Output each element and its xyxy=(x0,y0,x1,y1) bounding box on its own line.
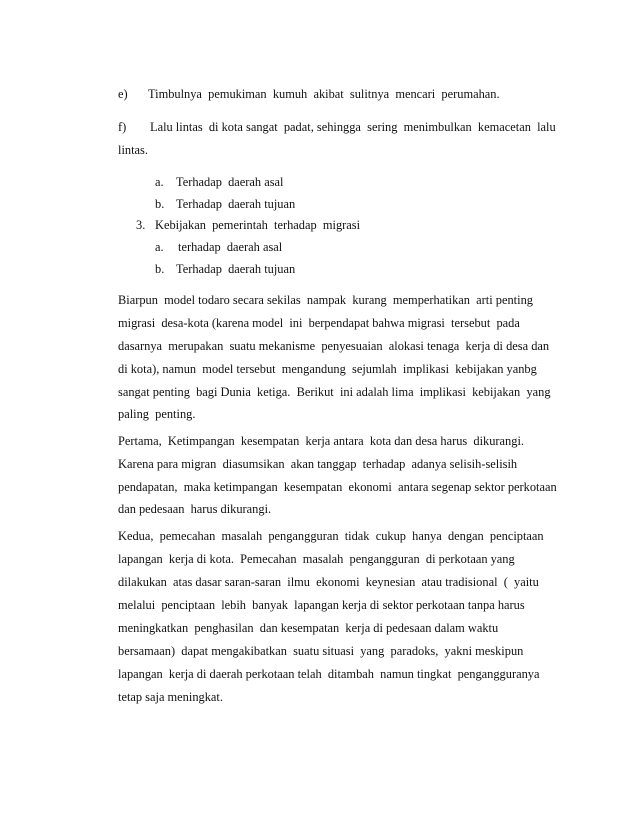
sublist-marker: a. xyxy=(155,175,164,189)
sublist-marker: b. xyxy=(155,197,165,211)
paragraph-line: meningkatkan penghasilan dan kesempatan kerja di pedesaan dalam waktu xyxy=(118,621,499,635)
paragraph-line: Pertama, Ketimpangan kesempatan kerja antara kota dan desa harus dikurangi. xyxy=(118,434,524,448)
sublist-item-text: terhadap daerah asal xyxy=(178,240,283,254)
paragraph-line: sangat penting bagi Dunia ketiga. Berikut ini adalah lima implikasi kebijakan yang xyxy=(118,385,551,399)
paragraph-line: Kedua, pemecahan masalah pengangguran tidak cukup hanya dengan penciptaan xyxy=(118,529,544,543)
sublist-item-text: Terhadap daerah tujuan xyxy=(176,262,296,276)
list-item-text: Timbulnya pemukiman kumuh akibat sulitnya mencari perumahan. xyxy=(148,87,500,101)
paragraph-line: paling penting. xyxy=(118,407,196,421)
list-marker: 3. xyxy=(136,218,146,232)
paragraph-line: pendapatan, maka ketimpangan kesempatan ekonomi antara segenap sektor perkotaan xyxy=(118,480,557,494)
paragraph-line: di kota), namun model tersebut mengandung sejumlah implikasi kebijakan yanbg xyxy=(118,362,537,376)
paragraph-line: tetap saja meningkat. xyxy=(118,690,223,704)
paragraph-line: lapangan kerja di daerah perkotaan telah ditambah namun tingkat pengangguranya xyxy=(118,667,540,681)
paragraph-line: dilakukan atas dasar saran-saran ilmu ekonomi keynesian atau tradisional ( yaitu xyxy=(118,575,539,589)
list-item-text: lintas. xyxy=(118,143,148,157)
list-item-text: Kebijakan pemerintah terhadap migrasi xyxy=(155,218,361,232)
list-item-text: Lalu lintas di kota sangat padat, sehingga sering menimbulkan kemacetan lalu xyxy=(150,120,556,134)
sublist-item-text: Terhadap daerah tujuan xyxy=(176,197,296,211)
sublist-item-text: Terhadap daerah asal xyxy=(176,175,284,189)
list-marker: f) xyxy=(118,120,127,134)
sublist-marker: a. xyxy=(155,240,164,254)
sublist-marker: b. xyxy=(155,262,165,276)
paragraph-line: lapangan kerja di kota. Pemecahan masalah pengangguran di perkotaan yang xyxy=(118,552,515,566)
list-marker: e) xyxy=(118,87,128,101)
paragraph-line: Biarpun model todaro secara sekilas nampak kurang memperhatikan arti penting xyxy=(118,293,533,307)
paragraph-line: dan pedesaan harus dikurangi. xyxy=(118,502,272,516)
paragraph-line: melalui penciptaan lebih banyak lapangan kerja di sektor perkotaan tanpa harus xyxy=(118,598,525,612)
paragraph-line: Karena para migran diasumsikan akan tanggap terhadap adanya selisih-selisih xyxy=(118,457,518,471)
paragraph-line: migrasi desa-kota (karena model ini berpendapat bahwa migrasi tersebut pada xyxy=(118,316,520,330)
paragraph-line: bersamaan) dapat mengakibatkan suatu situasi yang paradoks, yakni meskipun xyxy=(118,644,524,658)
paragraph-line: dasarnya merupakan suatu mekanisme penyesuaian alokasi tenaga kerja di desa dan xyxy=(118,339,550,353)
